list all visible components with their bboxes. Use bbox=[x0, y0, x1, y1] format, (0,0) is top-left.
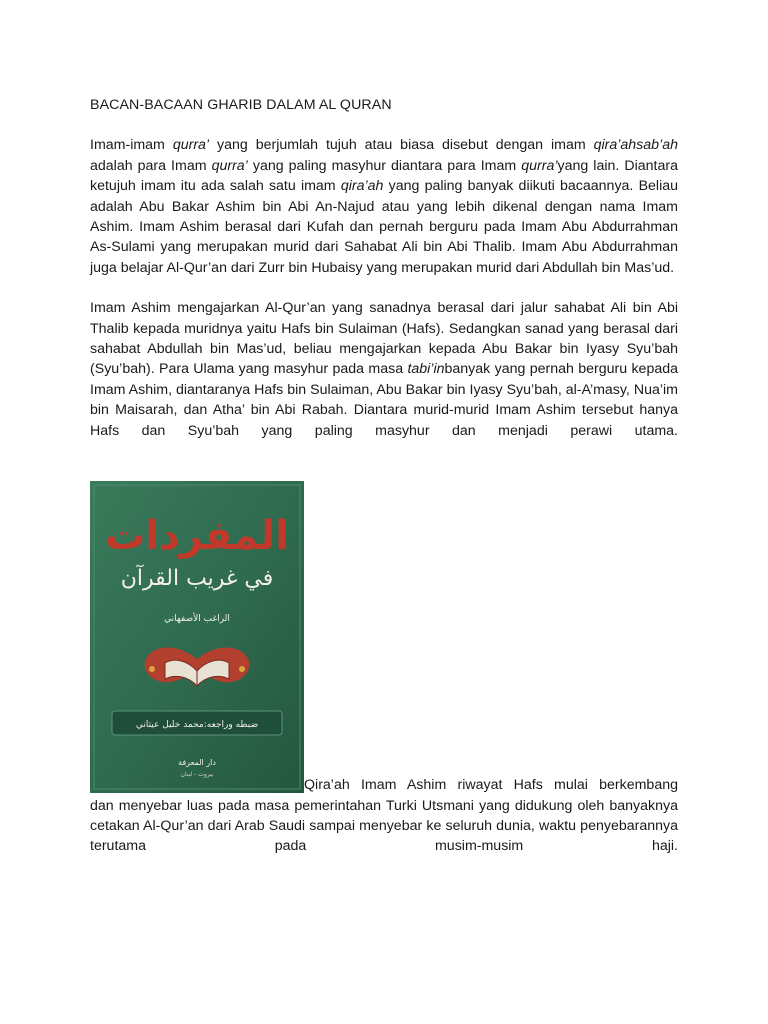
paragraph-1 bbox=[90, 135, 678, 278]
p2-text: banyak yang pernah berguru kepada Imam Ashim, diantaranya Hafs bin Sulaiman, Abu Bakar bin Iyasy Syu’bah, al-A’masy, Nua’im bin Maisarah, dan Atha’ bin Abi Rabah. Diantara murid-murid Imam Ashim tersebut hanya Hafs dan Syu’bah yang paling masyhur dan menjadi perawi utama. bbox=[90, 361, 679, 439]
p3-text: dan menyebar luas pada masa pemerintahan Turki Utsmani yang didukung oleh banyaknya cetakan Al-Qur’an dari Arab Saudi sampai menyebar ke seluruh dunia, waktu penyebarannya terutama pada musim-musim haji. bbox=[90, 797, 678, 855]
paragraph-3 bbox=[90, 481, 678, 857]
document-page bbox=[90, 95, 678, 877]
cover-editor: ضبطه وراجعه:محمد خليل عيتاني bbox=[135, 720, 259, 731]
p1-italic-term: qira’ah bbox=[340, 178, 384, 195]
p3-rest bbox=[90, 796, 678, 857]
p1-text: yang berjumlah tujuh atau biasa disebut dengan imam bbox=[209, 137, 594, 154]
p1-text: Imam-imam bbox=[90, 137, 173, 154]
p3-text: Qira’ah Imam Ashim riwayat Hafs mulai berkembang bbox=[304, 777, 678, 794]
cover-publisher: دار المعرفة bbox=[178, 758, 216, 768]
cover-author: الراغب الأصفهاني bbox=[164, 614, 230, 625]
p1-text: yang lain. Diantara ketujuh imam itu ada salah satu imam bbox=[90, 157, 678, 195]
p1-text: adalah para Imam bbox=[90, 157, 212, 174]
cover-title: المفردات bbox=[105, 513, 289, 560]
p1-italic-term: qira’ahsab’ah bbox=[593, 137, 678, 154]
p1-italic-term: qurra’ bbox=[211, 157, 248, 174]
p1-text: yang paling masyhur diantara para Imam bbox=[247, 157, 522, 174]
document-title: BACAN-BACAAN GHARIB DALAM AL QURAN bbox=[90, 97, 392, 113]
cover-publisher-sub: بيروت - لبنان bbox=[180, 771, 214, 779]
paragraph-2 bbox=[90, 298, 678, 441]
p2-italic-term: tabi’in bbox=[407, 361, 445, 378]
p1-italic-term: qurra’ bbox=[521, 157, 558, 174]
p2-text: Imam Ashim mengajarkan Al-Qur’an yang sanadnya berasal dari jalur sahabat Ali bin Abi Thalib kepada muridnya yaitu Hafs bin Sulaiman (Hafs). Sedangkan sanad yang berasal dari sahabat Abdullah bin Mas’ud, beliau mengajarkan kepada Abu Bakar bin Iyasy Syu’bah (Syu’bah). Para Ulama yang masyhur pada masa bbox=[90, 300, 678, 378]
p1-text: yang paling banyak diikuti bacaannya. Beliau adalah Abu Bakar Ashim bin Abi An-Najud atau yang lebih dikenal dengan nama Imam Ashim. Imam Ashim berasal dari Kufah dan pernah berguru pada Imam Abu Abdurrahman As-Sulami yang merupakan murid dari Sahabat Ali bin Abi Thalib. Imam Abu Abdurrahman juga belajar Al-Qur’an dari Zurr bin Hubaisy yang merupakan murid dari Abdullah bin Mas’ud. bbox=[90, 178, 679, 276]
cover-subtitle: في غريب القرآن bbox=[120, 566, 274, 592]
book-cover-image bbox=[90, 481, 304, 793]
p1-italic-term: qurra’ bbox=[172, 137, 210, 154]
